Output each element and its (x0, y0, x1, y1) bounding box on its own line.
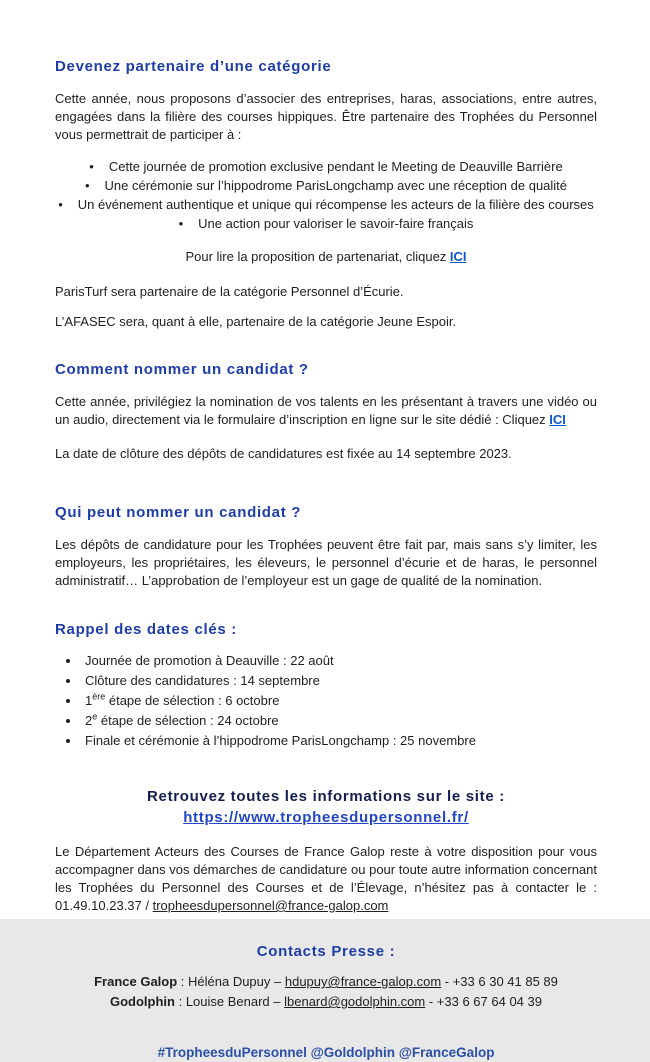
list-item: • Journée de promotion à Deauville : 22 août (81, 651, 597, 671)
list-item (55, 195, 597, 214)
date-text: étape de sélection : 24 octobre (97, 713, 279, 728)
who-paragraph: Les dépôts de candidature pour les Trophées peuvent être fait par, mais sans s’y limiter, les employeurs, les propriétaires, les éleveurs, le personnel d’écurie et de haras, le personnel administratif… L’approbation de l’employeur est un gage de qualité de la nomination. (55, 537, 597, 588)
list-item-text: Un événement authentique et unique qui récompense les acteurs de la filière des courses (77, 197, 594, 212)
footer-social-tags: #TropheesduPersonnel @Goldolphin @FranceGalop (157, 1045, 495, 1060)
date-number: 1 (85, 693, 93, 708)
heading-qui-peut-nommer: Qui peut nommer un candidat ? (55, 504, 302, 521)
press-org-label: France Galop (94, 974, 178, 989)
press-org-label: Godolphin (110, 994, 175, 1009)
date-number: 2 (85, 713, 93, 728)
press-contact-name: : Louise Benard – (174, 994, 285, 1009)
afasec-line: L’AFASEC sera, quant à elle, partenaire de la catégorie Jeune Espoir. (55, 314, 457, 329)
list-item-text: Une cérémonie sur l’hippodrome ParisLongchamp avec une réception de qualité (104, 178, 568, 193)
press-contact-name: : Héléna Dupuy – (177, 974, 285, 989)
deadline-line: La date de clôture des dépôts de candidatures est fixée au 14 septembre 2023. (55, 446, 512, 461)
list-item (81, 711, 597, 731)
bullet-icon: • (58, 197, 63, 212)
paristurf-line: ParisTurf sera partenaire de la catégorie Personnel d’Écurie. (55, 284, 404, 299)
site-callout-title: Retrouvez toutes les informations sur le site : (147, 788, 505, 805)
list-item (55, 157, 597, 176)
heading-rappel-dates: Rappel des dates clés : (55, 621, 238, 638)
ordinal-superscript: ère (92, 691, 106, 702)
heading-contacts-presse: Contacts Presse : (256, 943, 396, 960)
department-paragraph (55, 843, 597, 915)
press-phone: - +33 6 67 64 04 39 (425, 994, 542, 1009)
date-text: étape de sélection : 6 octobre (105, 693, 280, 708)
partner-link-line (55, 248, 597, 266)
ordinal-superscript: e (92, 711, 98, 722)
list-item (55, 214, 597, 233)
press-contact-godolphin (55, 993, 597, 1011)
nominate-text: Cette année, privilégiez la nomination de vos talents en les présentant à travers une vidéo ou un audio, directement via le formulaire d’inscription en ligne sur le site dédié : Cliquez (55, 394, 597, 427)
department-text: Le Département Acteurs des Courses de France Galop reste à votre disposition pour vous accompagner dans vos démarches de candidature ou pour toute autre information concernant les Trophées du Personnel des Courses et de l’Élevage, n’hésitez pas à contacter le : 01.49.10.23.37 / (55, 844, 597, 913)
bullet-icon: • (84, 178, 90, 193)
bullet-icon: • (178, 216, 184, 231)
partner-link-prefix: Pour lire la proposition de partenariat, cliquez (185, 249, 450, 264)
list-item-text: Une action pour valoriser le savoir-faire français (198, 216, 474, 231)
heading-comment-nommer: Comment nommer un candidat ? (55, 361, 309, 378)
partner-bullet-list (55, 157, 597, 233)
department-email-link[interactable]: tropheesdupersonnel@france-galop.com (152, 898, 389, 913)
bullet-icon: • (89, 159, 94, 174)
press-email-link[interactable]: hdupuy@france-galop.com (284, 974, 442, 989)
partner-intro-paragraph: Cette année, nous proposons d’associer des entreprises, haras, associations, entre autres, engagées dans la filière des courses hippiques. Être partenaire des Trophées du Personnel vous permettrait de participer à : (55, 91, 597, 142)
ici-link-partenariat[interactable]: ICI (449, 249, 467, 264)
list-item: • Finale et cérémonie à l’hippodrome ParisLongchamp : 25 novembre (81, 731, 597, 751)
press-contact-france-galop (55, 973, 597, 991)
dates-list (55, 651, 597, 751)
list-item (81, 691, 597, 711)
ici-link-inscription[interactable]: ICI (549, 412, 566, 427)
nominate-paragraph (55, 393, 597, 429)
press-email-link[interactable]: lbenard@godolphin.com (284, 994, 426, 1009)
list-item: • Clôture des candidatures : 14 septembre (81, 671, 597, 691)
press-phone: - +33 6 30 41 85 89 (441, 974, 558, 989)
site-url-link[interactable]: https://www.tropheesdupersonnel.fr/ (183, 809, 469, 826)
list-item (55, 176, 597, 195)
list-item-text: Cette journée de promotion exclusive pendant le Meeting de Deauville Barrière (108, 159, 563, 174)
heading-devenez-partenaire: Devenez partenaire d’une catégorie (55, 58, 332, 75)
